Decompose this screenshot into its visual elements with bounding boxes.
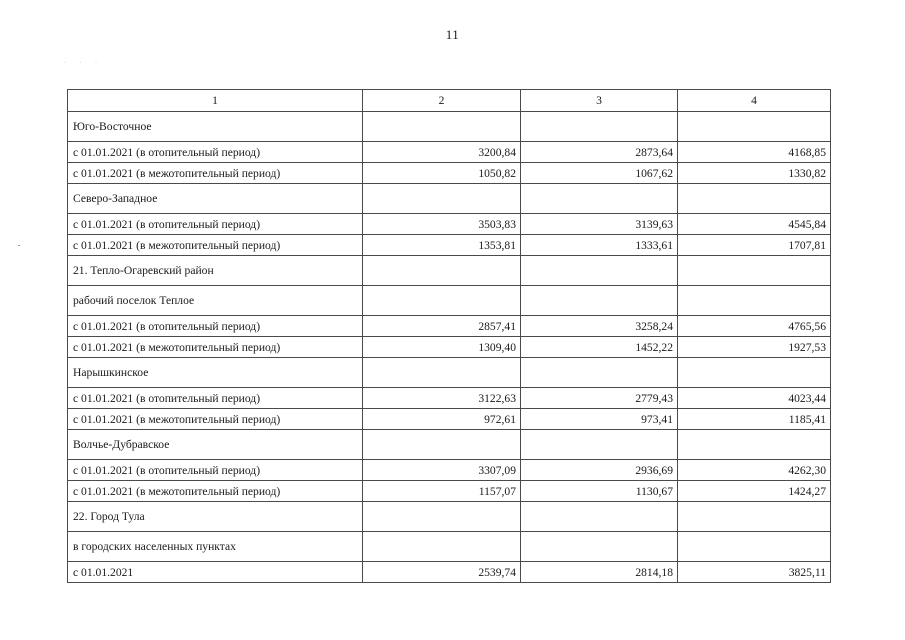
value-cell-col-4: 4545,84 xyxy=(678,214,831,235)
value-cell-col-3 xyxy=(521,184,678,214)
value-cell-col-4: 1330,82 xyxy=(678,163,831,184)
value-cell-col-2: 1050,82 xyxy=(363,163,521,184)
tariff-table xyxy=(67,89,831,583)
row-label: с 01.01.2021 xyxy=(68,562,363,583)
table-body xyxy=(68,90,831,583)
value-cell-col-3: 1452,22 xyxy=(521,337,678,358)
value-cell-col-3: 973,41 xyxy=(521,409,678,430)
value-cell-col-3 xyxy=(521,430,678,460)
value-cell-col-2: 1353,81 xyxy=(363,235,521,256)
header-cell-1: 1 xyxy=(68,90,363,112)
value-cell-col-4 xyxy=(678,286,831,316)
table-row xyxy=(68,142,831,163)
value-cell-col-4 xyxy=(678,256,831,286)
value-cell-col-4: 4765,56 xyxy=(678,316,831,337)
row-label: с 01.01.2021 (в отопительный период) xyxy=(68,214,363,235)
table-row xyxy=(68,337,831,358)
row-label: с 01.01.2021 (в межотопительный период) xyxy=(68,409,363,430)
row-label: с 01.01.2021 (в межотопительный период) xyxy=(68,481,363,502)
row-label: 22. Город Тула xyxy=(68,502,363,532)
header-cell-2: 2 xyxy=(363,90,521,112)
table-row xyxy=(68,481,831,502)
row-label: с 01.01.2021 (в отопительный период) xyxy=(68,316,363,337)
table-row xyxy=(68,409,831,430)
table-group-row xyxy=(68,256,831,286)
value-cell-col-3: 1067,62 xyxy=(521,163,678,184)
row-label: с 01.01.2021 (в межотопительный период) xyxy=(68,235,363,256)
table-group-row xyxy=(68,502,831,532)
value-cell-col-4: 1707,81 xyxy=(678,235,831,256)
table-group-row xyxy=(68,184,831,214)
value-cell-col-2: 2857,41 xyxy=(363,316,521,337)
value-cell-col-2 xyxy=(363,532,521,562)
table-row xyxy=(68,214,831,235)
value-cell-col-2: 2539,74 xyxy=(363,562,521,583)
row-label: с 01.01.2021 (в межотопительный период) xyxy=(68,163,363,184)
page-number: 11 xyxy=(445,27,460,42)
value-cell-col-2: 3307,09 xyxy=(363,460,521,481)
value-cell-col-3 xyxy=(521,286,678,316)
value-cell-col-4 xyxy=(678,430,831,460)
value-cell-col-3: 2936,69 xyxy=(521,460,678,481)
value-cell-col-4: 1927,53 xyxy=(678,337,831,358)
value-cell-col-2 xyxy=(363,112,521,142)
value-cell-col-3 xyxy=(521,256,678,286)
value-cell-col-2 xyxy=(363,286,521,316)
value-cell-col-2 xyxy=(363,502,521,532)
table-group-row xyxy=(68,430,831,460)
value-cell-col-4: 3825,11 xyxy=(678,562,831,583)
value-cell-col-2 xyxy=(363,184,521,214)
value-cell-col-2: 972,61 xyxy=(363,409,521,430)
table-group-row xyxy=(68,286,831,316)
value-cell-col-3: 2814,18 xyxy=(521,562,678,583)
value-cell-col-4 xyxy=(678,532,831,562)
value-cell-col-3: 1130,67 xyxy=(521,481,678,502)
table-row xyxy=(68,163,831,184)
value-cell-col-2 xyxy=(363,256,521,286)
value-cell-col-3: 3258,24 xyxy=(521,316,678,337)
table-row xyxy=(68,235,831,256)
value-cell-col-2: 3200,84 xyxy=(363,142,521,163)
value-cell-col-2: 3503,83 xyxy=(363,214,521,235)
row-label: с 01.01.2021 (в межотопительный период) xyxy=(68,337,363,358)
value-cell-col-3: 1333,61 xyxy=(521,235,678,256)
row-label: Волчье-Дубравское xyxy=(68,430,363,460)
value-cell-col-2 xyxy=(363,430,521,460)
value-cell-col-3 xyxy=(521,112,678,142)
value-cell-col-4: 4262,30 xyxy=(678,460,831,481)
row-label: Нарышкинское xyxy=(68,358,363,388)
row-label: рабочий поселок Теплое xyxy=(68,286,363,316)
value-cell-col-3 xyxy=(521,502,678,532)
row-label: 21. Тепло-Огаревский район xyxy=(68,256,363,286)
row-label: Юго-Восточное xyxy=(68,112,363,142)
scan-specks: · · · xyxy=(64,60,103,66)
value-cell-col-4 xyxy=(678,502,831,532)
row-label: Северо-Западное xyxy=(68,184,363,214)
row-label: в городских населенных пунктах xyxy=(68,532,363,562)
row-label: с 01.01.2021 (в отопительный период) xyxy=(68,388,363,409)
table-group-row xyxy=(68,112,831,142)
value-cell-col-3: 3139,63 xyxy=(521,214,678,235)
header-cell-3: 3 xyxy=(521,90,678,112)
value-cell-col-2: 1157,07 xyxy=(363,481,521,502)
table-group-row xyxy=(68,532,831,562)
table-row xyxy=(68,388,831,409)
table-row xyxy=(68,562,831,583)
value-cell-col-3: 2779,43 xyxy=(521,388,678,409)
value-cell-col-4: 1185,41 xyxy=(678,409,831,430)
value-cell-col-4: 4023,44 xyxy=(678,388,831,409)
table-row xyxy=(68,460,831,481)
table-header-row xyxy=(68,90,831,112)
value-cell-col-2 xyxy=(363,358,521,388)
value-cell-col-2: 1309,40 xyxy=(363,337,521,358)
value-cell-col-4 xyxy=(678,184,831,214)
row-label: с 01.01.2021 (в отопительный период) xyxy=(68,460,363,481)
value-cell-col-3: 2873,64 xyxy=(521,142,678,163)
row-label: с 01.01.2021 (в отопительный период) xyxy=(68,142,363,163)
table-group-row xyxy=(68,358,831,388)
table-row xyxy=(68,316,831,337)
value-cell-col-4: 1424,27 xyxy=(678,481,831,502)
value-cell-col-2: 3122,63 xyxy=(363,388,521,409)
value-cell-col-4 xyxy=(678,112,831,142)
value-cell-col-4 xyxy=(678,358,831,388)
value-cell-col-4: 4168,85 xyxy=(678,142,831,163)
header-cell-4: 4 xyxy=(678,90,831,112)
value-cell-col-3 xyxy=(521,532,678,562)
value-cell-col-3 xyxy=(521,358,678,388)
scan-edge-mark xyxy=(18,245,20,246)
